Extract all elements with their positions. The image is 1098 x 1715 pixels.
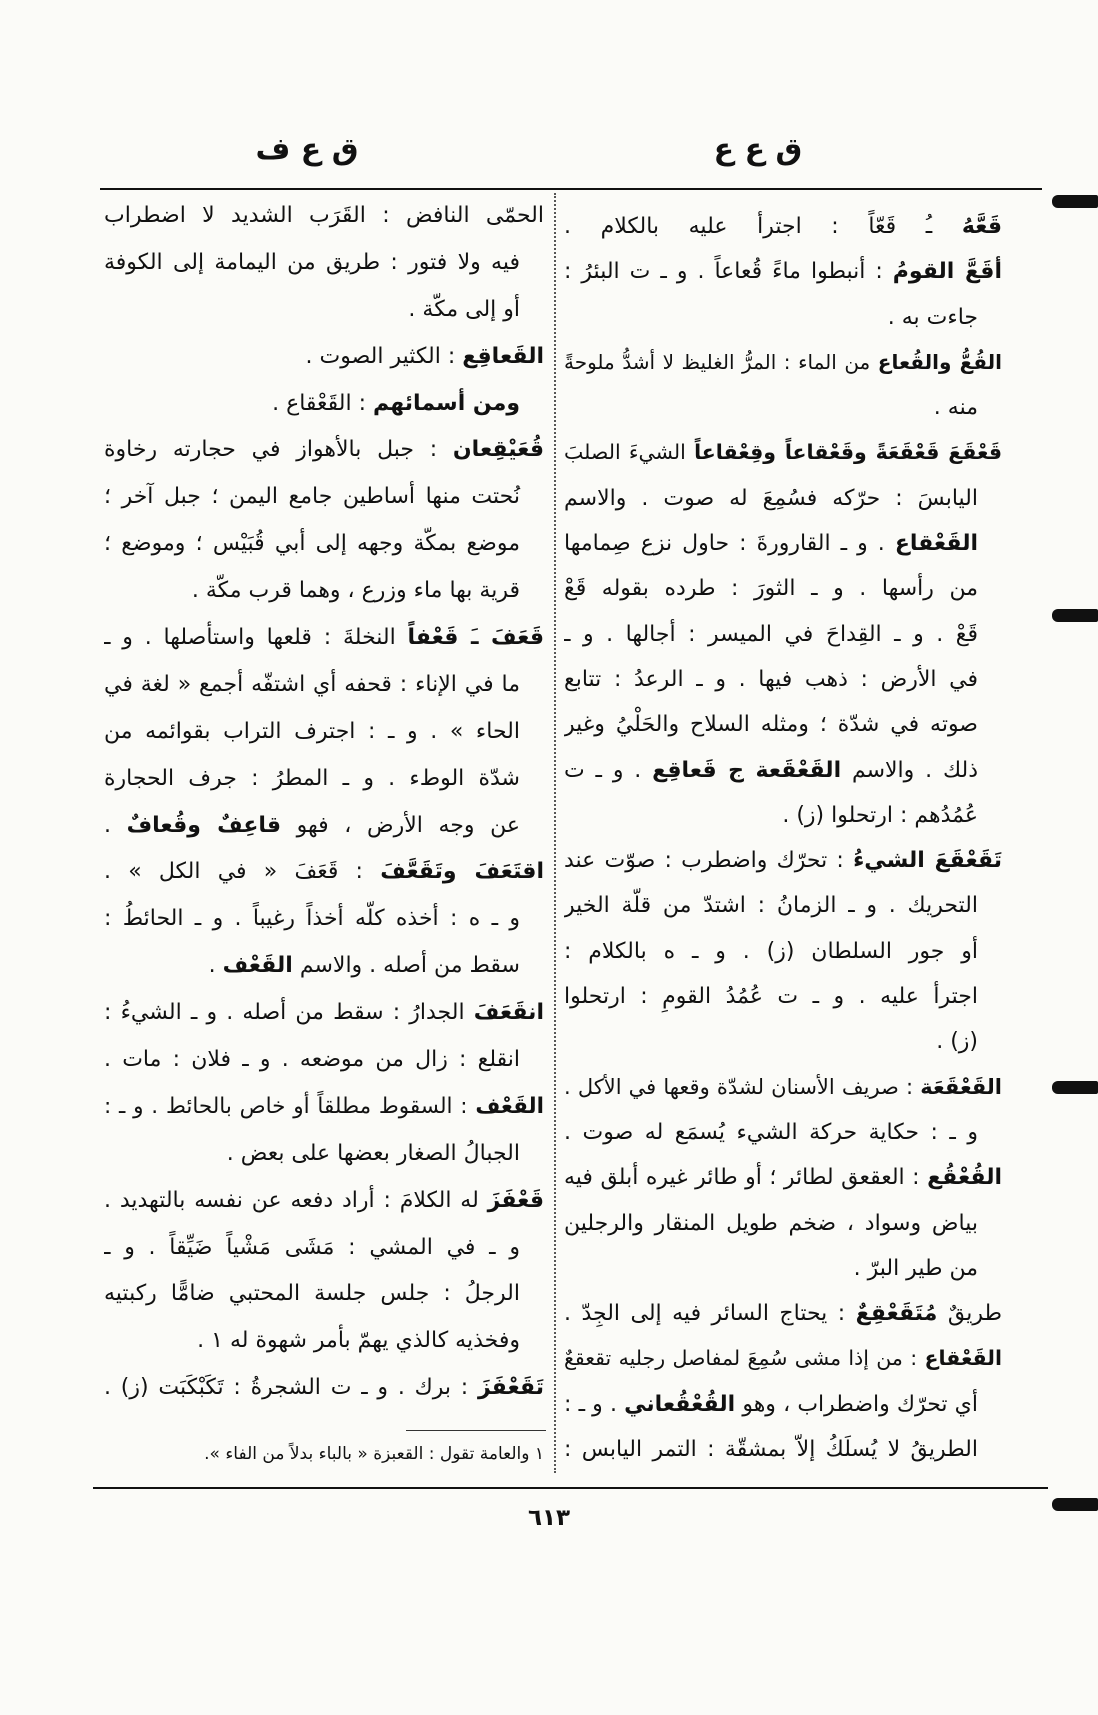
definition-text: و ـ ه : أخذه كلّه أخذاً رغيباً . و ـ الحائطُ : (104, 906, 520, 932)
bottom-rule (93, 1487, 1048, 1489)
text-line (564, 476, 1002, 521)
definition-text: : أنبطوا ماءً قُعاعاً . و ـ ت البئرُ : (564, 259, 893, 285)
definition-text: : برك . و ـ ت الشجرةُ : تَكَبْكَبَت (ز) . (104, 1375, 478, 1401)
line-content (564, 1120, 978, 1145)
line-content (782, 803, 978, 828)
footnote-marker: ١ (534, 1444, 544, 1464)
headword: قاعِفٌ وقُعافٌ (126, 812, 282, 838)
headword: القُعْقُعاني (624, 1391, 736, 1417)
definition-text: عن وجه الأرض ، فهو (281, 812, 520, 838)
definition-text: منه . (933, 395, 978, 421)
line-content (564, 622, 978, 647)
scan-edge-mark (1052, 195, 1098, 208)
text-line (564, 204, 1002, 249)
text-line (564, 1155, 1002, 1200)
definition-text: الطريقُ لا يُسلَكُ إلاّ بمشقّة : التمر اليابس : (564, 1437, 978, 1463)
text-line (564, 249, 1002, 294)
footnote-text: والعامة تقول : القعبزة « بالباء بدلاً من الفاء ». (204, 1444, 530, 1464)
text-line (104, 521, 544, 568)
text-line (104, 568, 544, 615)
line-content (888, 305, 978, 330)
line-content (564, 214, 1002, 239)
text-line (564, 838, 1002, 883)
headword: القَعْقَعة ج قَعاقِع (652, 757, 842, 783)
definition-text: . (208, 953, 223, 979)
definition-text: : يحتاج السائر فيه إلى الجِدّ . (564, 1301, 856, 1327)
definition-text: شدّة الوطء . و ـ المطرُ : جرف الحجارة (104, 765, 520, 791)
line-content (564, 984, 978, 1009)
definition-text: الجدارُ : سقط من أصله . و ـ الشيءُ : (104, 1000, 474, 1026)
line-content (564, 667, 978, 692)
text-line (564, 521, 1002, 566)
definition-text: النخلةَ : قلعها واستأصلها . و ـ (104, 625, 408, 651)
headword: قَعَفَ ـَ قَعْفاً (407, 625, 544, 651)
line-content (564, 1301, 1002, 1326)
line-content (104, 203, 544, 228)
line-content (564, 350, 1002, 374)
line-content (104, 484, 520, 509)
text-line (104, 615, 544, 662)
line-content (564, 939, 978, 964)
definition-text: . (104, 812, 127, 838)
line-content (104, 1094, 544, 1119)
text-line (564, 1065, 1002, 1110)
definition-text: : الكثير الصوت . (305, 343, 463, 369)
definition-text: : من إذا مشى سُمِعَ لمفاصل رجليه تقعقعٌ (564, 1346, 925, 1371)
definition-text: انقلع : زال من موضعه . و ـ فلان : مات . (104, 1047, 520, 1073)
definition-text: أو جور السلطان (ز) . و ـ ه بالكلام : (564, 938, 978, 964)
line-content (564, 1346, 1002, 1370)
headword: القَعْقَعَة (920, 1074, 1002, 1099)
definition-text: موضع بمكّة وجهه إلى أبي قُبَيْس ؛ وموضع ؛ (104, 531, 520, 557)
line-content (564, 1437, 978, 1462)
line-content (104, 1235, 520, 1260)
text-line (564, 1336, 1002, 1381)
text-line (104, 662, 544, 709)
headword: القَعْف (222, 953, 293, 979)
definition-text: فيه ولا فتور : طريق من اليمامة إلى الكوفة (104, 249, 520, 275)
definition-text: : قَعَفَ « في الكل » . (104, 859, 381, 885)
definition-text: التحريك . و ـ الزمانُ : اشتدّ من قلّة الخير (564, 893, 978, 919)
definition-text: : العقعق لطائر ؛ أو طائر غيره أبلق فيه (564, 1165, 928, 1191)
headword: قَعْقَعَ قَعْقَعَةً وقَعْقاعاً وقِعْقاعاً (694, 440, 1002, 465)
line-content (408, 297, 520, 322)
headword: انقَعَفَ (473, 1000, 544, 1026)
text-line (564, 702, 1002, 747)
text-line (564, 929, 1002, 974)
line-content (227, 1141, 520, 1166)
headword: القُعْقُع (927, 1165, 1002, 1191)
definition-text: بياض وسواد ، ضخم طويل المنقار والرجلين (564, 1210, 978, 1236)
text-line (104, 1271, 544, 1318)
line-content (854, 1256, 978, 1281)
definition-text: صوته في شدّة ؛ ومثله السلاح والحَلْيُ وغير (564, 712, 978, 738)
text-line (104, 474, 544, 521)
footnote-rule (406, 1430, 546, 1431)
text-line (104, 1178, 544, 1225)
text-line (564, 430, 1002, 475)
definition-text: . و ـ القارورةَ : حاول نزع صِمامها (564, 531, 895, 557)
text-line (104, 1084, 544, 1131)
line-content (104, 625, 544, 650)
definition-text: نُحتت منها أساطين جامع اليمن ؛ جبل آخر ؛ (104, 484, 520, 510)
line-content (306, 344, 544, 369)
line-content (564, 848, 1002, 873)
text-line (104, 240, 544, 287)
headword: أقَعَّ القومُ (892, 259, 1002, 285)
text-line (104, 287, 544, 334)
line-content (564, 712, 978, 737)
line-content (936, 1029, 978, 1054)
text-line (104, 990, 544, 1037)
line-content (104, 1375, 544, 1400)
line-content (564, 893, 978, 918)
definition-text: ما في الإناء : قحفه أي اشتفّه أجمع « لغة في (104, 671, 520, 697)
headword: قَعْفَزَ (487, 1187, 544, 1213)
top-rule (100, 188, 1042, 190)
line-content (192, 578, 520, 603)
definition-text: من طير البرّ . (853, 1255, 978, 1281)
line-content (104, 1188, 544, 1213)
definition-text: قرية بها ماء وزرع ، وهما قرب مكّة . (191, 578, 520, 604)
text-line (564, 657, 1002, 702)
text-line (564, 1246, 1002, 1291)
line-content (564, 486, 978, 511)
definition-text: قَعْ . و ـ القِداحَ في الميسر : أجالها . و ـ (564, 621, 978, 647)
scan-edge-mark (1052, 1498, 1098, 1511)
text-line (104, 1131, 544, 1178)
text-line (104, 896, 544, 943)
line-content (564, 259, 1002, 284)
definition-text: من رأسها . و ـ الثورَ : طرده بقوله قَعْ (564, 576, 978, 602)
definition-text: طريقٌ (937, 1301, 1002, 1327)
headword: القَعْقاع (924, 1346, 1002, 1371)
definition-text: ذلك . والاسم (841, 757, 978, 783)
definition-text: الشيءَ الصلبَ (564, 440, 695, 465)
text-line (104, 193, 544, 240)
headword: تَقَعْفَزَ (477, 1375, 544, 1401)
text-line (104, 381, 544, 428)
text-line (564, 1201, 1002, 1246)
definition-text: . و ـ ت (564, 757, 653, 783)
headword: مُتَقَعْقِعٌ (855, 1301, 938, 1327)
line-content (564, 531, 978, 556)
definition-text: (ز) . (936, 1029, 978, 1055)
definition-text: سقط من أصله . والاسم (292, 953, 520, 979)
page-number: ٦١٣ (527, 1505, 571, 1531)
definition-text: : القَعْقاع . (272, 390, 374, 416)
definition-text: جاءت به . (887, 304, 978, 330)
headword: ومن أسمائهم (373, 390, 520, 416)
line-content (104, 859, 544, 884)
text-line (564, 385, 1002, 430)
definition-text: من الماء : المرُّ الغليظ لا أشدُّ ملوحةً (564, 349, 878, 374)
line-content (564, 576, 978, 601)
text-line (564, 1291, 1002, 1336)
definition-text: الرجلُ : جلس جلسة المحتبي ضامًّا ركبتيه (104, 1281, 520, 1307)
definition-text: : تحرّك واضطرب : صوّت عند (564, 848, 854, 874)
line-content (104, 1047, 520, 1072)
definition-text: و ـ في المشي : مَشَى مَشْياً ضَيِّقاً . و ـ (104, 1234, 520, 1260)
line-content (104, 531, 520, 556)
text-line (564, 1427, 1002, 1472)
definition-text: الجبالُ الصغار بعضها على بعض . (226, 1140, 520, 1166)
definition-text: الحاء » . و ـ : اجترف التراب بقوائمه من (104, 718, 520, 744)
line-content (197, 1328, 520, 1353)
text-line (564, 883, 1002, 928)
line-content (104, 672, 520, 697)
headword: القَعْف (475, 1093, 544, 1119)
definition-text: أي تحرّك واضطراب ، وهو (735, 1391, 978, 1417)
running-header-right: ق ع ع (713, 132, 803, 167)
line-content (934, 395, 978, 420)
text-line (104, 709, 544, 756)
definition-text: أو إلى مكّة . (408, 296, 520, 322)
line-content (104, 250, 520, 275)
text-line (104, 756, 544, 803)
text-line (564, 1110, 1002, 1155)
headword: القُعُّ والقُعاع (877, 349, 1002, 374)
definition-text: اجترأ عليه . و ـ ت عُمُدُ القومِ : ارتحلوا (564, 984, 978, 1010)
text-line (564, 295, 1002, 340)
text-line (104, 1225, 544, 1272)
text-line (104, 427, 544, 474)
text-line (564, 793, 1002, 838)
definition-text: اليابسَ : حرّكه فسُمِعَ له صوت . والاسم (564, 485, 978, 511)
text-line (104, 943, 544, 990)
line-content (104, 719, 520, 744)
line-content (272, 391, 520, 416)
line-content (564, 758, 978, 783)
headword: اقتَعَفَ وتَقَعَّفَ (380, 859, 544, 885)
definition-text: . و ـ : (564, 1391, 625, 1417)
text-line (564, 974, 1002, 1019)
text-line (564, 340, 1002, 385)
text-line (564, 1019, 1002, 1064)
definition-text: : السقوط مطلقاً أو خاص بالحائط . و ـ : (104, 1093, 476, 1119)
line-content (564, 1165, 1002, 1190)
line-content (564, 1211, 978, 1236)
text-line (104, 1037, 544, 1084)
definition-text: ـُ قَعّاً : اجترأ عليه بالكلام . (564, 214, 962, 239)
line-content (564, 1075, 1002, 1099)
line-content (104, 437, 544, 462)
text-line (104, 1318, 544, 1365)
headword: القَعْقاع (894, 531, 978, 557)
text-line (104, 334, 544, 381)
headword: قَعَّهُ (961, 214, 1002, 239)
line-content (104, 813, 520, 838)
scan-edge-mark (1052, 1081, 1098, 1094)
text-line (564, 612, 1002, 657)
definition-text: عُمُدُهم : ارتحلوا (ز) . (782, 802, 978, 828)
left-column (104, 193, 544, 1412)
definition-text: في الأرض : ذهب فيها . و ـ الرعدُ : تتابع (564, 666, 978, 692)
line-content (209, 953, 520, 978)
text-line (104, 1365, 544, 1412)
text-line (104, 849, 544, 896)
text-line (104, 803, 544, 850)
line-content (564, 1392, 978, 1417)
definition-text: : صريف الأسنان لشدّة وقعها في الأكل . (564, 1074, 921, 1099)
definition-text: : جبل بالأهواز في حجارته رخاوة (104, 437, 453, 463)
text-line (564, 1382, 1002, 1427)
footnote (104, 1440, 544, 1468)
line-content (564, 440, 1002, 464)
right-column (564, 204, 1002, 1472)
headword: قُعَيْقِعان (452, 437, 544, 463)
running-header-left: ق ع ف (255, 132, 359, 167)
line-content (104, 1281, 520, 1306)
headword: تَقَعْقَعَ الشيءُ (853, 848, 1002, 874)
definition-text: له الكلامَ : أراد دفعه عن نفسه بالتهديد . (104, 1187, 488, 1213)
line-content (104, 906, 520, 931)
text-line (564, 566, 1002, 611)
text-line (564, 748, 1002, 793)
scan-edge-mark (1052, 609, 1098, 622)
definition-text: وفخذيه كالذي يهمّ بأمر شهوة له ١ . (197, 1328, 520, 1354)
line-content (104, 1000, 544, 1025)
column-divider (554, 193, 556, 1473)
line-content (104, 766, 520, 791)
headword: القَعاقِع (462, 343, 544, 369)
definition-text: و ـ : حكاية حركة الشيء يُسمَع له صوت . (564, 1119, 978, 1145)
definition-text: الحمّى النافض : القَرَب الشديد لا اضطراب (104, 203, 544, 228)
